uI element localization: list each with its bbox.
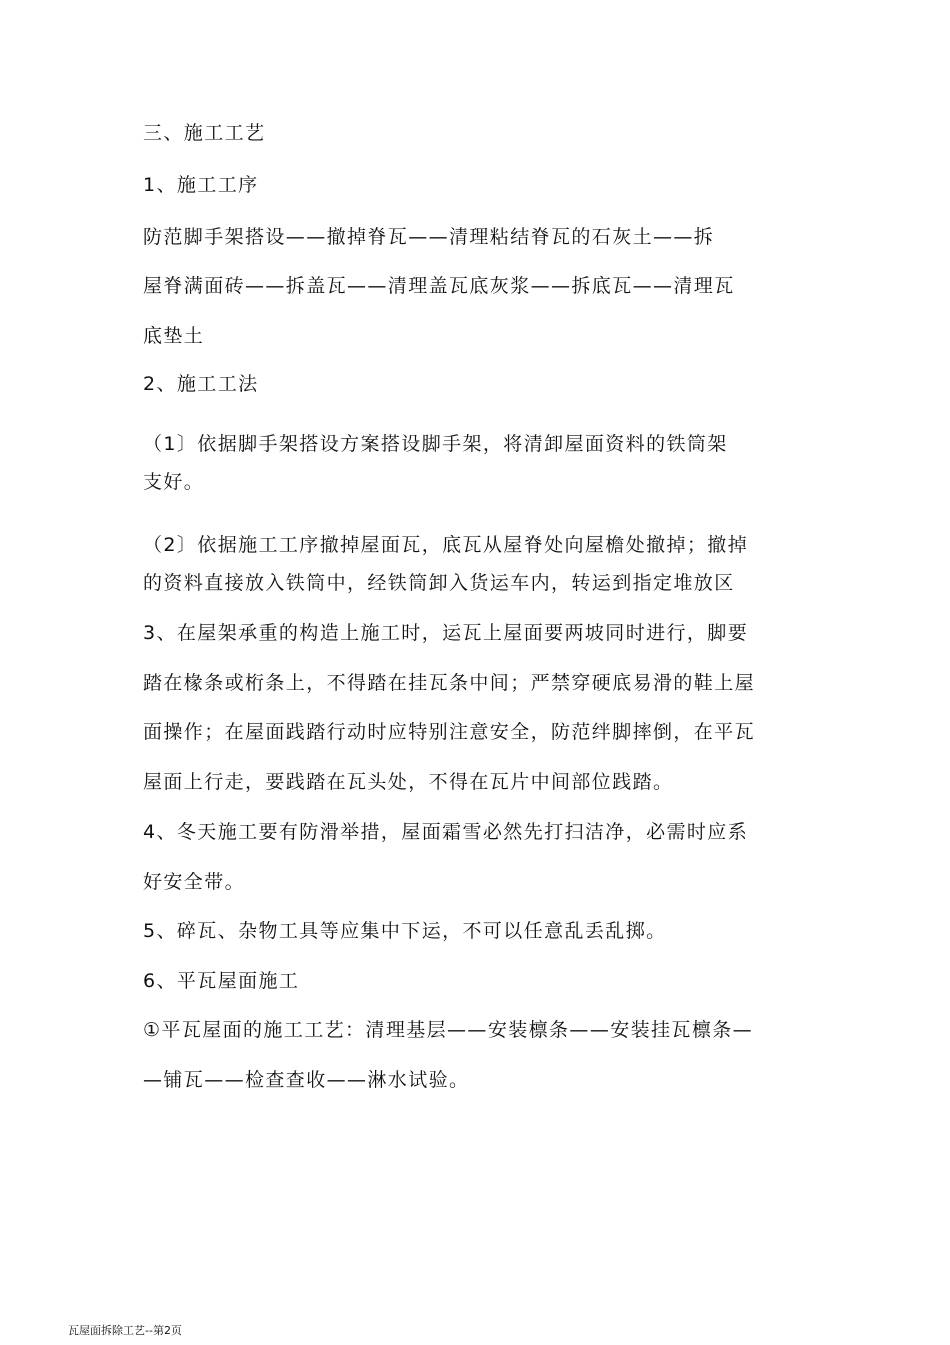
paragraph-line: （2〕依据施工工序撤掉屋面瓦，底瓦从屋脊处向屋檐处撤掉；撤掉: [143, 534, 749, 556]
subsection-heading: 2、施工工法: [143, 373, 259, 395]
paragraph-line: 5、碎瓦、杂物工具等应集中下运，不可以任意乱丢乱掷。: [143, 920, 667, 942]
paragraph-line: （1〕依据脚手架搭设方案搭设脚手架，将清卸屋面资料的铁筒架: [143, 433, 728, 455]
paragraph-line: 屋脊满面砖——拆盖瓦——清理盖瓦底灰浆——拆底瓦——清理瓦: [143, 275, 735, 297]
subsection-heading: 1、施工工序: [143, 174, 259, 196]
paragraph-line: 3、在屋架承重的构造上施工时，运瓦上屋面要两坡同时进行，脚要: [143, 622, 749, 644]
subsection-heading: 6、平瓦屋面施工: [143, 970, 300, 992]
paragraph-line: 底垫土: [143, 325, 205, 347]
paragraph-line: 面操作；在屋面践踏行动时应特别注意安全，防范绊脚摔倒，在平瓦: [143, 721, 756, 743]
paragraph-line: 防范脚手架搭设——撤掉脊瓦——清理粘结脊瓦的石灰土——拆: [143, 226, 715, 248]
section-heading: 三、施工工艺: [143, 122, 266, 144]
paragraph-line: 踏在椽条或桁条上，不得踏在挂瓦条中间；严禁穿硬底易滑的鞋上屋: [143, 672, 756, 694]
paragraph-line: 好安全带。: [143, 871, 246, 893]
paragraph-line: 支好。: [143, 471, 205, 493]
paragraph-line: —铺瓦——检查查收——淋水试验。: [143, 1069, 470, 1091]
paragraph-line: 的资料直接放入铁筒中，经铁筒卸入货运车内，转运到指定堆放区: [143, 572, 735, 594]
paragraph-line: 屋面上行走，要践踏在瓦头处，不得在瓦片中间部位践踏。: [143, 771, 674, 793]
page-footer: 瓦屋面拆除工艺--第2页: [68, 1324, 182, 1337]
paragraph-line: 4、冬天施工要有防滑举措，屋面霜雪必然先打扫洁净，必需时应系: [143, 821, 749, 843]
paragraph-line: ①平瓦屋面的施工工艺：清理基层——安装檩条——安装挂瓦檩条—: [143, 1019, 754, 1041]
